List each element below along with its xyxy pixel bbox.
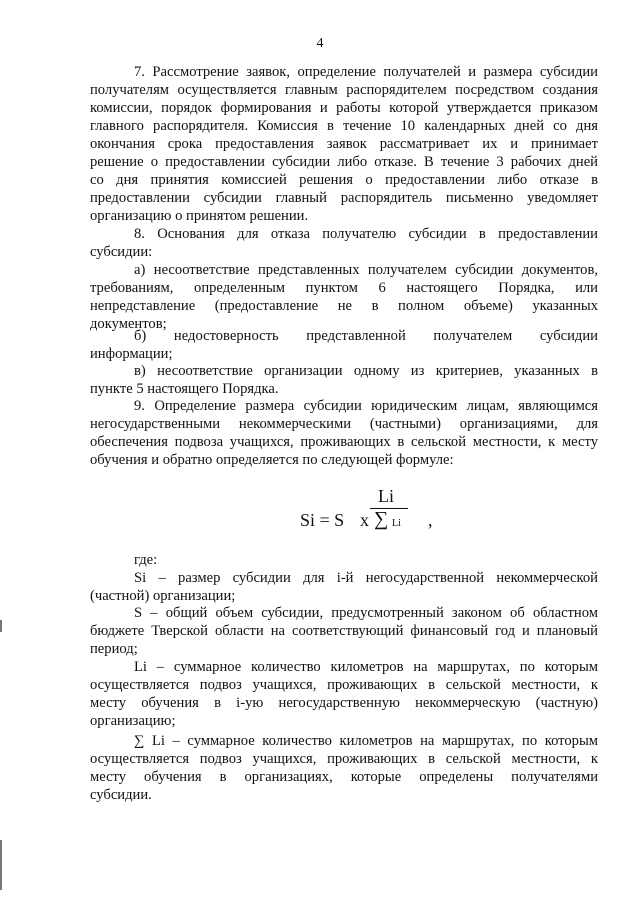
sum-sign: ∑ [374, 508, 389, 530]
text-line: предоставлении субсидии главный распорядитель письменно уведомляет [90, 190, 598, 206]
text-line: организацию о принятом решении. [90, 208, 309, 224]
text-line: главного распорядителя. Комиссия в течение 10 календарных дней со дня [90, 118, 598, 134]
text-line: негосударственными некоммерческими (частными) организациями, для [90, 416, 598, 432]
text-line: а) несоответствие представленных получателем субсидии документов, [134, 262, 598, 278]
text-line: обучения и обратно определяется по следующей формуле: [90, 452, 454, 468]
text-line: окончания срока предоставления заявок рассматривает их и принимает [90, 136, 598, 152]
text-line: со дня принятия комиссией решения о предоставлении либо отказе в [90, 172, 598, 188]
text-line: где: [134, 552, 158, 568]
text-line: требованиям, определенным пунктом 6 настоящего Порядка, или [90, 280, 598, 296]
text-line: обеспечения подвоза учащихся, проживающих в сельской местности, к месту [90, 434, 598, 450]
times-sign: x [360, 510, 369, 530]
text-line: решение о предоставлении субсидии либо отказе. В течение 3 рабочих дней [90, 154, 598, 170]
text-line: Si – размер субсидии для i-й негосударственной некоммерческой [134, 570, 598, 586]
sum-subscript: Li [392, 518, 401, 529]
text-line: информации; [90, 346, 173, 362]
text-line: ∑ Li – суммарное количество километров на маршрутах, по которым [134, 733, 598, 749]
formula-lhs: Si = S [300, 510, 345, 530]
word: получателем [433, 328, 513, 344]
word: представленной [306, 328, 406, 344]
where-label [90, 551, 598, 569]
text-line: субсидии. [90, 787, 152, 803]
text-line [90, 327, 598, 345]
text-line: месту обучения в i-ую негосударственную некоммерческую (частную) [90, 695, 598, 711]
text-line: Li – суммарное количество километров на маршрутах, по которым [134, 659, 598, 675]
text-line: комиссии, порядок формирования и работы которой утверждается приказом [90, 100, 598, 116]
word: субсидии [539, 328, 598, 344]
paragraph-8 [90, 225, 598, 261]
word: недостоверность [173, 328, 279, 344]
paragraph-7 [90, 63, 598, 225]
text-line: 9. Определение размера субсидии юридическим лицам, являющимся [134, 398, 598, 414]
item-a [90, 261, 598, 333]
page-number: 4 [316, 36, 324, 51]
text-line: (частной) организации; [90, 588, 236, 604]
text-line: пункте 5 настоящего Порядка. [90, 381, 279, 397]
text-line: организацию; [90, 713, 176, 729]
formula-numerator: Li [378, 486, 394, 506]
text-line: непредставление (предоставление не в полном объеме) указанных [90, 298, 598, 314]
item-b [90, 327, 598, 363]
scan-edge-mark [0, 840, 2, 890]
scan-edge-mark [0, 620, 2, 632]
subsidy-formula [300, 486, 460, 542]
formula-comma: , [428, 510, 433, 530]
text-line: 8. Основания для отказа получателю субсидии в предоставлении [134, 226, 598, 242]
word: б) [134, 328, 147, 344]
definition-si [90, 569, 598, 605]
text-line: субсидии: [90, 244, 153, 260]
text-line: документов; [90, 316, 167, 332]
text-line: период; [90, 641, 138, 657]
text-line: бюджете Тверской области на соответствующий финансовый год и плановый [90, 623, 598, 639]
text-line: в) несоответствие организации одному из критериев, указанных в [134, 363, 598, 379]
text-line: осуществляется подвоз учащихся, проживающих в сельской местности, к [90, 751, 598, 767]
definition-li [90, 658, 598, 730]
paragraph-9 [90, 397, 598, 469]
text-line: месту обучения в организациях, которые определены получателями [90, 769, 598, 785]
definition-s [90, 604, 598, 658]
text-line: получателям осуществляется главным распорядителем посредством создания [90, 82, 598, 98]
text-line: S – общий объем субсидии, предусмотренный законом об областном [134, 605, 598, 621]
item-v [90, 362, 598, 398]
text-line: осуществляется подвоз учащихся, проживающих в сельской местности, к [90, 677, 598, 693]
text-line: 7. Рассмотрение заявок, определение получателей и размера субсидии [134, 64, 598, 80]
definition-sum-li [90, 732, 598, 804]
